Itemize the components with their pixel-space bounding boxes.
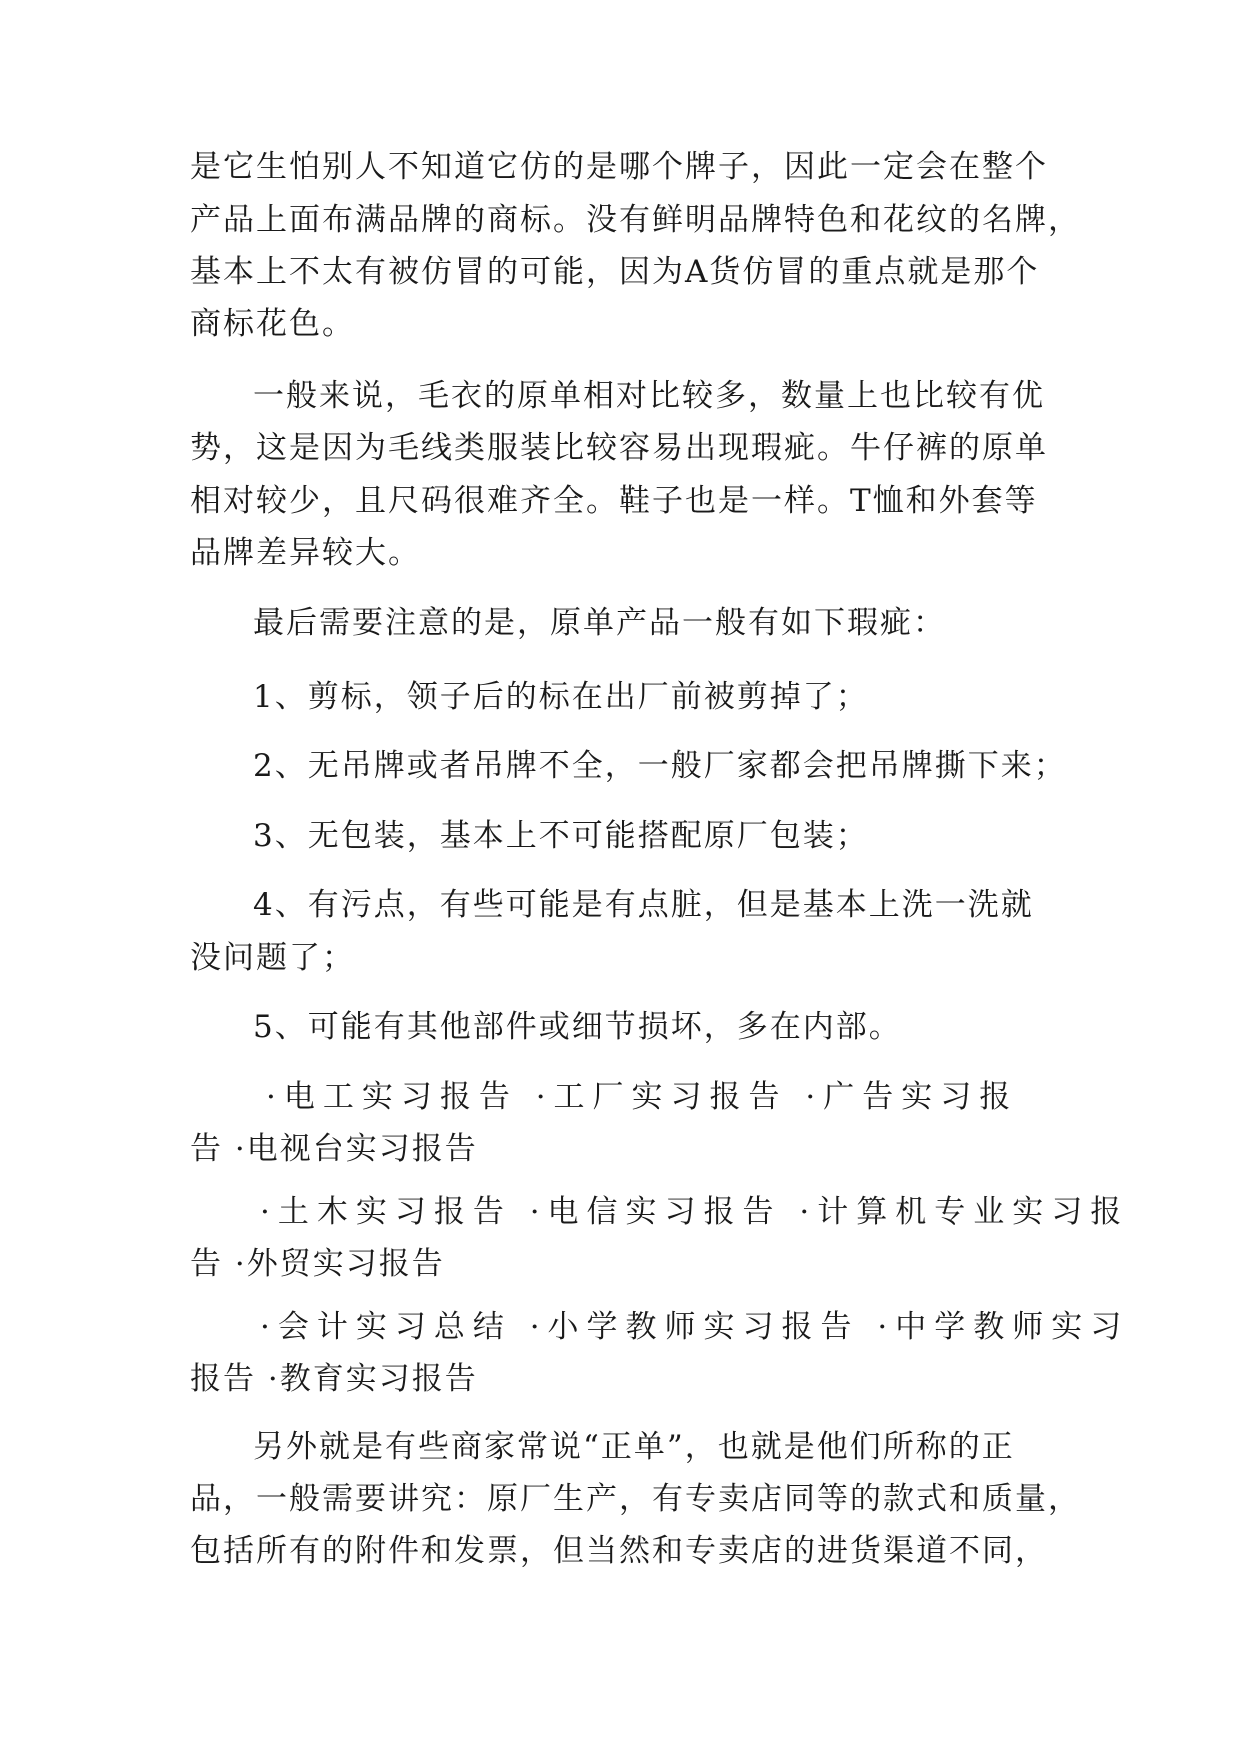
text-line: 另外就是有些商家常说“正单”，也就是他们所称的正	[253, 1429, 1015, 1465]
list-item: 4、有污点，有些可能是有点脏，但是基本上洗一洗就	[253, 887, 1034, 923]
text-line: 产品上面布满品牌的商标。没有鲜明品牌特色和花纹的名牌，	[190, 202, 1081, 238]
list-item: 没问题了；	[190, 940, 355, 976]
text-line: 是它生怕别人不知道它仿的是哪个牌子，因此一定会在整个	[190, 149, 1048, 185]
text-line: 最后需要注意的是，原单产品一般有如下瑕疵：	[253, 605, 946, 641]
list-item: 3、无包装，基本上不可能搭配原厂包装；	[253, 818, 869, 854]
text-line: 相对较少，且尺码很难齐全。鞋子也是一样。T恤和外套等	[190, 483, 1038, 519]
related-link[interactable]: ·电工实习报告 ·工厂实习报告 ·广告实习报	[266, 1079, 1019, 1115]
related-link[interactable]: ·土木实习报告 ·电信实习报告 ·计算机专业实习报	[260, 1194, 1130, 1230]
text-line: 一般来说，毛衣的原单相对比较多，数量上也比较有优	[253, 378, 1045, 414]
related-link[interactable]: 告 ·外贸实习报告	[190, 1246, 445, 1282]
related-link[interactable]: ·会计实习总结 ·小学教师实习报告 ·中学教师实习	[260, 1309, 1130, 1345]
related-link[interactable]: 告 ·电视台实习报告	[190, 1131, 478, 1167]
list-item: 5、可能有其他部件或细节损坏，多在内部。	[253, 1009, 902, 1045]
list-item: 1、剪标，领子后的标在出厂前被剪掉了；	[253, 679, 869, 715]
text-line: 品牌差异较大。	[190, 535, 421, 571]
related-link[interactable]: 报告 ·教育实习报告	[190, 1361, 478, 1397]
text-line: 品，一般需要讲究：原厂生产，有专卖店同等的款式和质量，	[190, 1481, 1081, 1517]
text-line: 基本上不太有被仿冒的可能，因为A货仿冒的重点就是那个	[190, 254, 1040, 290]
text-line: 包括所有的附件和发票，但当然和专卖店的进货渠道不同，	[190, 1533, 1048, 1569]
text-line: 势，这是因为毛线类服装比较容易出现瑕疵。牛仔裤的原单	[190, 430, 1048, 466]
list-item: 2、无吊牌或者吊牌不全，一般厂家都会把吊牌撕下来；	[253, 748, 1067, 784]
text-line: 商标花色。	[190, 306, 355, 342]
